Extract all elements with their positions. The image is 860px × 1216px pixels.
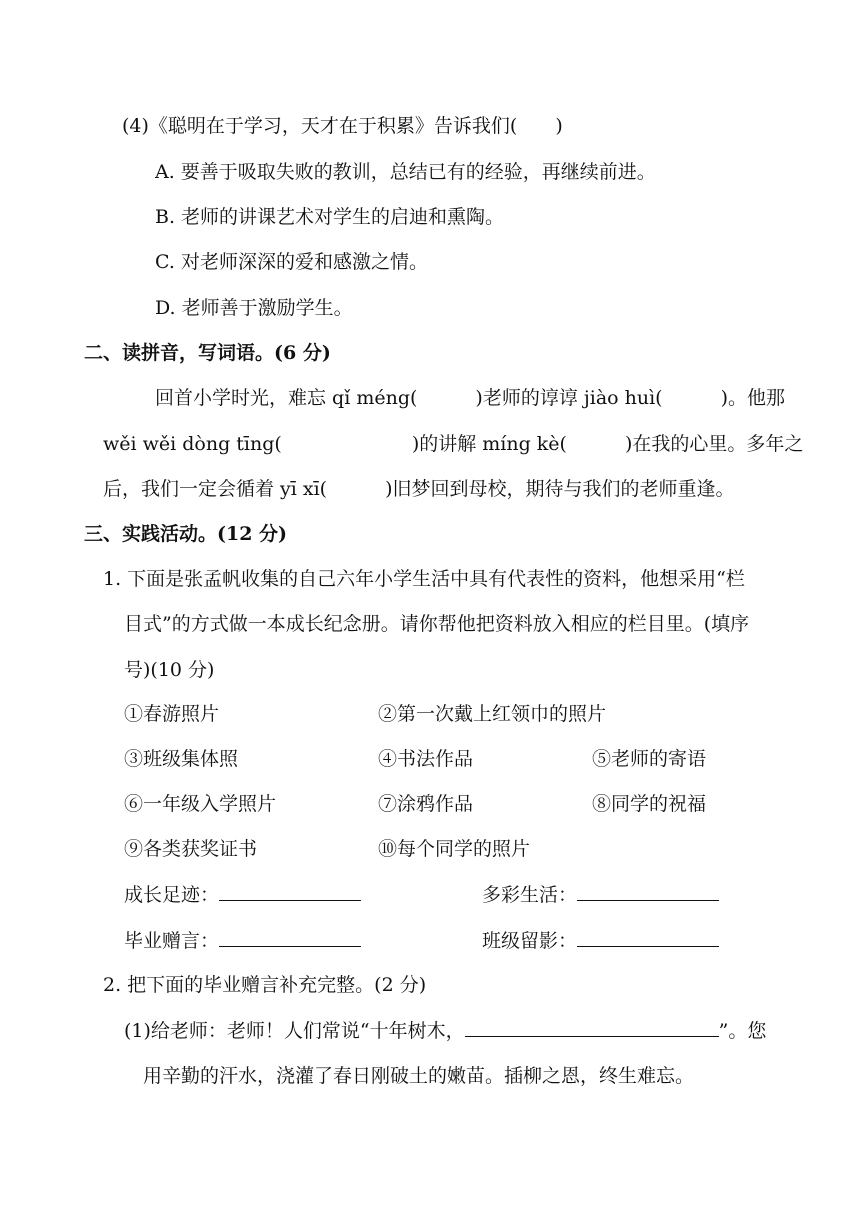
material-item: ⑨各类获奖证书 bbox=[124, 838, 258, 860]
column-label: 多彩生活： bbox=[482, 884, 578, 906]
column-life bbox=[482, 882, 719, 907]
material-item: ②第一次戴上红领巾的照片 bbox=[378, 703, 607, 725]
q1-text-line: 1. 下面是张孟帆收集的自己六年小学生活中具有代表性的资料，他想采用“栏 bbox=[103, 568, 745, 590]
section2-line2 bbox=[103, 432, 803, 456]
section2-line3 bbox=[103, 477, 735, 501]
q2-line1 bbox=[124, 1018, 766, 1043]
column-class-photo bbox=[482, 928, 719, 953]
text-fragment: )的讲解 míng kè( bbox=[411, 433, 567, 455]
material-item: ①春游照片 bbox=[124, 703, 220, 725]
text-fragment: 回首小学时光，难忘 qǐ méng( bbox=[155, 387, 418, 409]
material-item: ⑦涂鸦作品 bbox=[378, 793, 474, 815]
section2-line1 bbox=[155, 386, 785, 410]
text-fragment: )老师的谆谆 jiào huì( bbox=[475, 387, 663, 409]
material-item: ⑤老师的寄语 bbox=[592, 748, 707, 770]
answer-line[interactable] bbox=[577, 928, 719, 947]
material-item: ④书法作品 bbox=[378, 748, 474, 770]
q4-stem: (4)《聪明在于学习，天才在于积累》告诉我们( ) bbox=[122, 115, 563, 137]
answer-line[interactable] bbox=[219, 928, 361, 947]
q2-title: 2. 把下面的毕业赠言补充完整。(2 分) bbox=[103, 974, 427, 996]
answer-line[interactable] bbox=[219, 882, 361, 901]
column-growth bbox=[124, 882, 361, 907]
q4-option-d: D. 老师善于激励学生。 bbox=[155, 297, 353, 319]
text-fragment: (1)给老师：老师！人们常说“十年树木， bbox=[124, 1020, 465, 1042]
text-fragment: ”。您 bbox=[718, 1020, 767, 1042]
q4-option-c: C. 对老师深深的爱和感激之情。 bbox=[155, 251, 428, 273]
text-fragment: 后，我们一定会循着 yī xī( bbox=[103, 478, 328, 500]
text-fragment: )旧梦回到母校，期待与我们的老师重逢。 bbox=[385, 478, 735, 500]
material-item: ③班级集体照 bbox=[124, 748, 239, 770]
answer-line[interactable] bbox=[577, 882, 719, 901]
q4-option-b: B. 老师的讲课艺术对学生的启迪和熏陶。 bbox=[155, 206, 505, 228]
column-label: 成长足迹： bbox=[124, 884, 220, 906]
q4-option-a: A. 要善于吸取失败的教训，总结已有的经验，再继续前进。 bbox=[155, 161, 656, 183]
material-item: ⑧同学的祝福 bbox=[592, 793, 707, 815]
section3-title: 三、实践活动。(12 分) bbox=[84, 523, 288, 545]
text-fragment: wěi wěi dòng tīng( bbox=[103, 433, 282, 455]
material-item: ⑩每个同学的照片 bbox=[378, 838, 531, 860]
column-label: 班级留影： bbox=[482, 930, 578, 952]
text-fragment: )在我的心里。多年之 bbox=[624, 433, 804, 455]
answer-line[interactable] bbox=[465, 1018, 719, 1037]
material-item: ⑥一年级入学照片 bbox=[124, 793, 277, 815]
q2-line2: 用辛勤的汗水，浇灌了春日刚破土的嫩苗。插柳之恩，终生难忘。 bbox=[143, 1065, 695, 1087]
text-fragment: )。他那 bbox=[720, 387, 786, 409]
column-farewell bbox=[124, 928, 361, 953]
q1-text-line: 目式”的方式做一本成长纪念册。请你帮他把资料放入相应的栏目里。(填序 bbox=[124, 613, 750, 635]
column-label: 毕业赠言： bbox=[124, 930, 220, 952]
section2-title: 二、读拼音，写词语。(6 分) bbox=[84, 342, 331, 364]
q1-text-line: 号)(10 分) bbox=[124, 659, 215, 681]
